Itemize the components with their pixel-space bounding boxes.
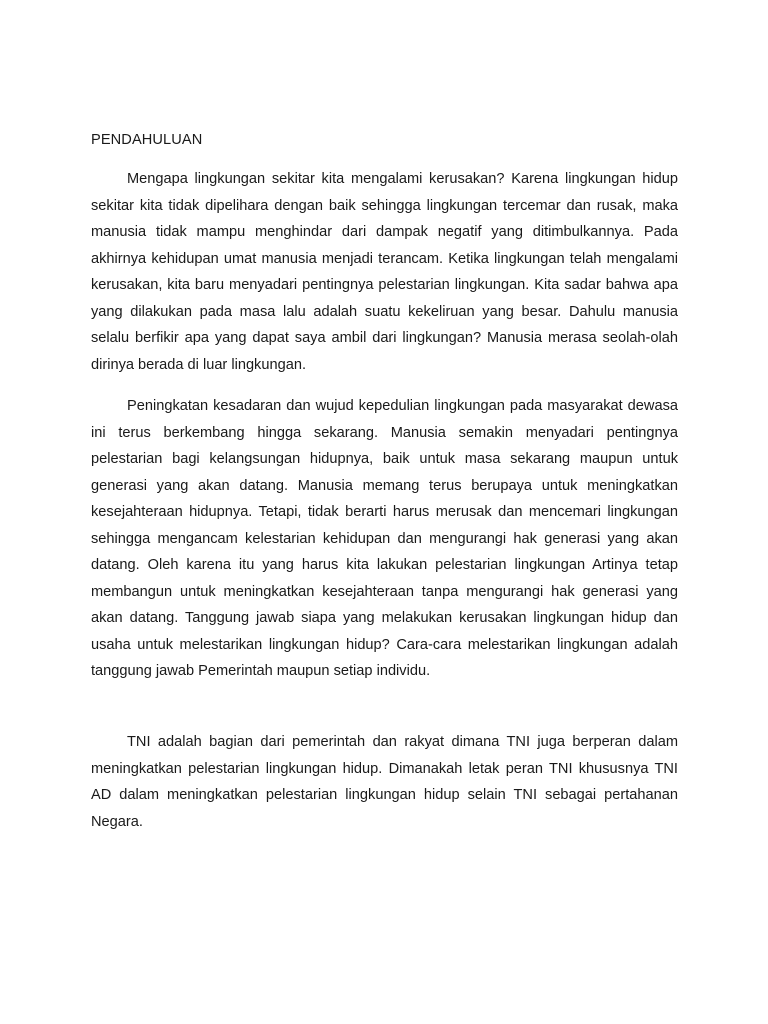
paragraph-2: Peningkatan kesadaran dan wujud kepedulian lingkungan pada masyarakat dewasa ini terus berkembang hingga sekarang. Manusia semakin menyadari pentingnya pelestarian bagi kelangsungan hidupnya, baik untuk masa sekarang maupun untuk generasi yang akan datang. Manusia memang terus berupaya untuk meningkatkan kesejahteraan hidupnya. Tetapi, tidak berarti harus merusak dan mencemari lingkungan sehingga mengancam kelestarian kehidupan dan mengurangi hak generasi yang akan datang. Oleh karena itu yang harus kita lakukan pelestarian lingkungan Artinya tetap membangun untuk meningkatkan kesejahteraan tanpa mengurangi hak generasi yang akan datang. Tanggung jawab siapa yang melakukan kerusakan lingkungan hidup dan usaha untuk melestarikan lingkungan hidup? Cara-cara melestarikan lingkungan adalah tanggung jawab Pemerintah maupun setiap individu. — [91, 398, 678, 679]
paragraph-3: TNI adalah bagian dari pemerintah dan rakyat dimana TNI juga berperan dalam meningkatkan pelestarian lingkungan hidup. Dimanakah letak peran TNI khususnya TNI AD dalam meningkatkan pelestarian lingkungan hidup selain TNI sebagai pertahanan Negara. — [91, 734, 678, 830]
section-heading: PENDAHULUAN — [91, 132, 203, 148]
paragraph-1: Mengapa lingkungan sekitar kita mengalami kerusakan? Karena lingkungan hidup sekitar kita tidak dipelihara dengan baik sehingga lingkungan tercemar dan rusak, maka manusia tidak mampu menghindar dari dampak negatif yang ditimbulkannya. Pada akhirnya kehidupan umat manusia menjadi terancam. Ketika lingkungan telah mengalami kerusakan, kita baru menyadari pentingnya pelestarian lingkungan. Kita sadar bahwa apa yang dilakukan pada masa lalu adalah suatu kekeliruan yang besar. Dahulu manusia selalu berfikir apa yang dapat saya ambil dari lingkungan? Manusia merasa seolah-olah dirinya berada di luar lingkungan. — [91, 171, 678, 373]
